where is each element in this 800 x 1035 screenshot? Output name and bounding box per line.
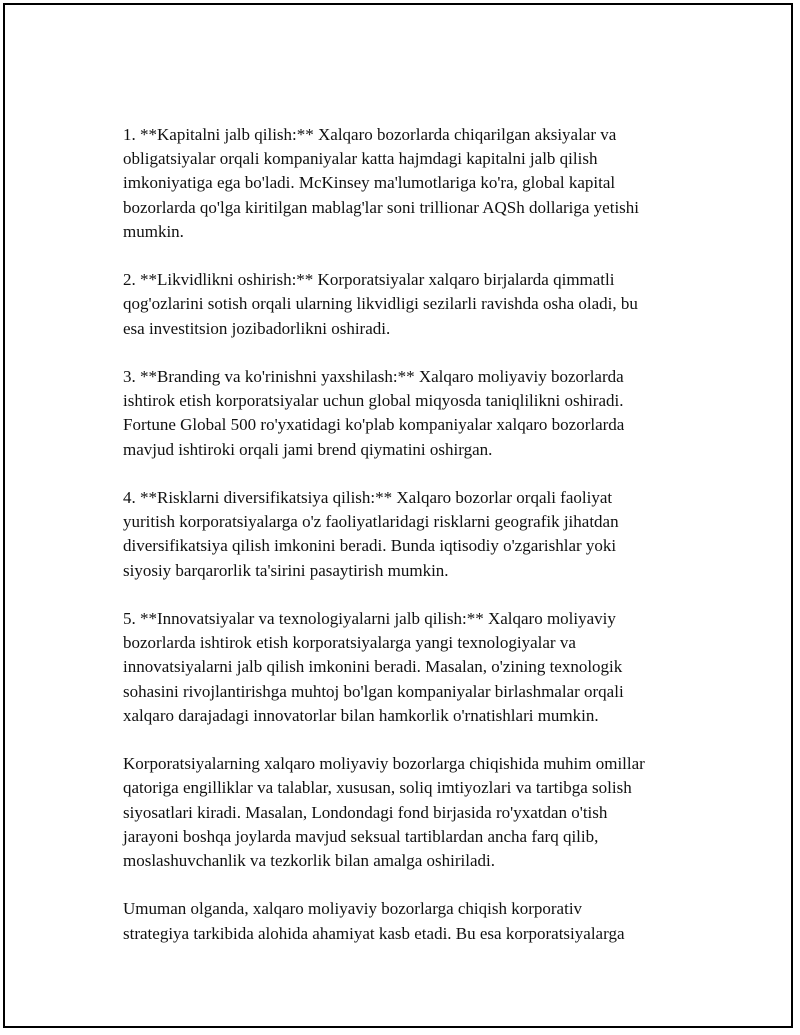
paragraph-branding: 3. **Branding va ko'rinishni yaxshilash:** Xalqaro moliyaviy bozorlarda ishtirok etish korporatsiyalar uchun global miqyosda taniqlilikni oshiradi. Fortune Global 500 ro'yxatidagi ko'plab kompaniyalar xalqaro bozorlarda mavjud ishtiroki orqali jami brend qiymatini oshirgan. bbox=[123, 367, 625, 459]
paragraph-conclusion: Umuman olganda, xalqaro moliyaviy bozorlarga chiqish korporativ strategiya tarkibida alohida ahamiyat kasb etadi. Bu esa korporatsiyalarga bbox=[123, 899, 625, 943]
document-body bbox=[123, 123, 703, 970]
paragraph-innovation: 5. **Innovatsiyalar va texnologiyalarni jalb qilish:** Xalqaro moliyaviy bozorlarda ishtirok etish korporatsiyalarga yangi texnologiyalar va innovatsiyalarni jalb qilish imkonini beradi. Masalan, o'zining texnologik sohasini rivojlantirishga muhtoj bo'lgan kompaniyalar birlashmalar orqali xalqaro darajadagi innovatorlar bilan hamkorlik o'rnatishlari mumkin. bbox=[123, 609, 624, 725]
page-frame bbox=[3, 3, 793, 1028]
paragraph-key-factors: Korporatsiyalarning xalqaro moliyaviy bozorlarga chiqishida muhim omillar qatoriga engilliklar va talablar, xususan, soliq imtiyozlari va tartibga solish siyosatlari kiradi. Masalan, Londondagi fond birjasida ro'yxatdan o'tish jarayoni boshqa joylarda mavjud seksual tartiblardan ancha farq qilib, moslashuvchanlik va tezkorlik bilan amalga oshiriladi. bbox=[123, 754, 645, 871]
paragraph-liquidity: 2. **Likvidlikni oshirish:** Korporatsiyalar xalqaro birjalarda qimmatli qog'ozlarini sotish orqali ularning likvidligi sezilarli ravishda osha oladi, bu esa investitsion jozibadorlikni oshiradi. bbox=[123, 270, 638, 338]
paragraph-capital-raising: 1. **Kapitalni jalb qilish:** Xalqaro bozorlarda chiqarilgan aksiyalar va obligatsiyalar orqali kompaniyalar katta hajmdagi kapitalni jalb qilish imkoniyatiga ega bo'ladi. McKinsey ma'lumotlariga ko'ra, global kapital bozorlarda qo'lga kiritilgan mablag'lar soni trillionar AQSh dollariga yetishi mumkin. bbox=[123, 125, 640, 241]
paragraph-risk-diversification: 4. **Risklarni diversifikatsiya qilish:** Xalqaro bozorlar orqali faoliyat yuritish korporatsiyalarga o'z faoliyatlaridagi risklarni geografik jihatdan diversifikatsiya qilish imkonini beradi. Bunda iqtisodiy o'zgarishlar yoki siyosiy barqarorlik ta'sirini pasaytirish mumkin. bbox=[123, 488, 619, 580]
